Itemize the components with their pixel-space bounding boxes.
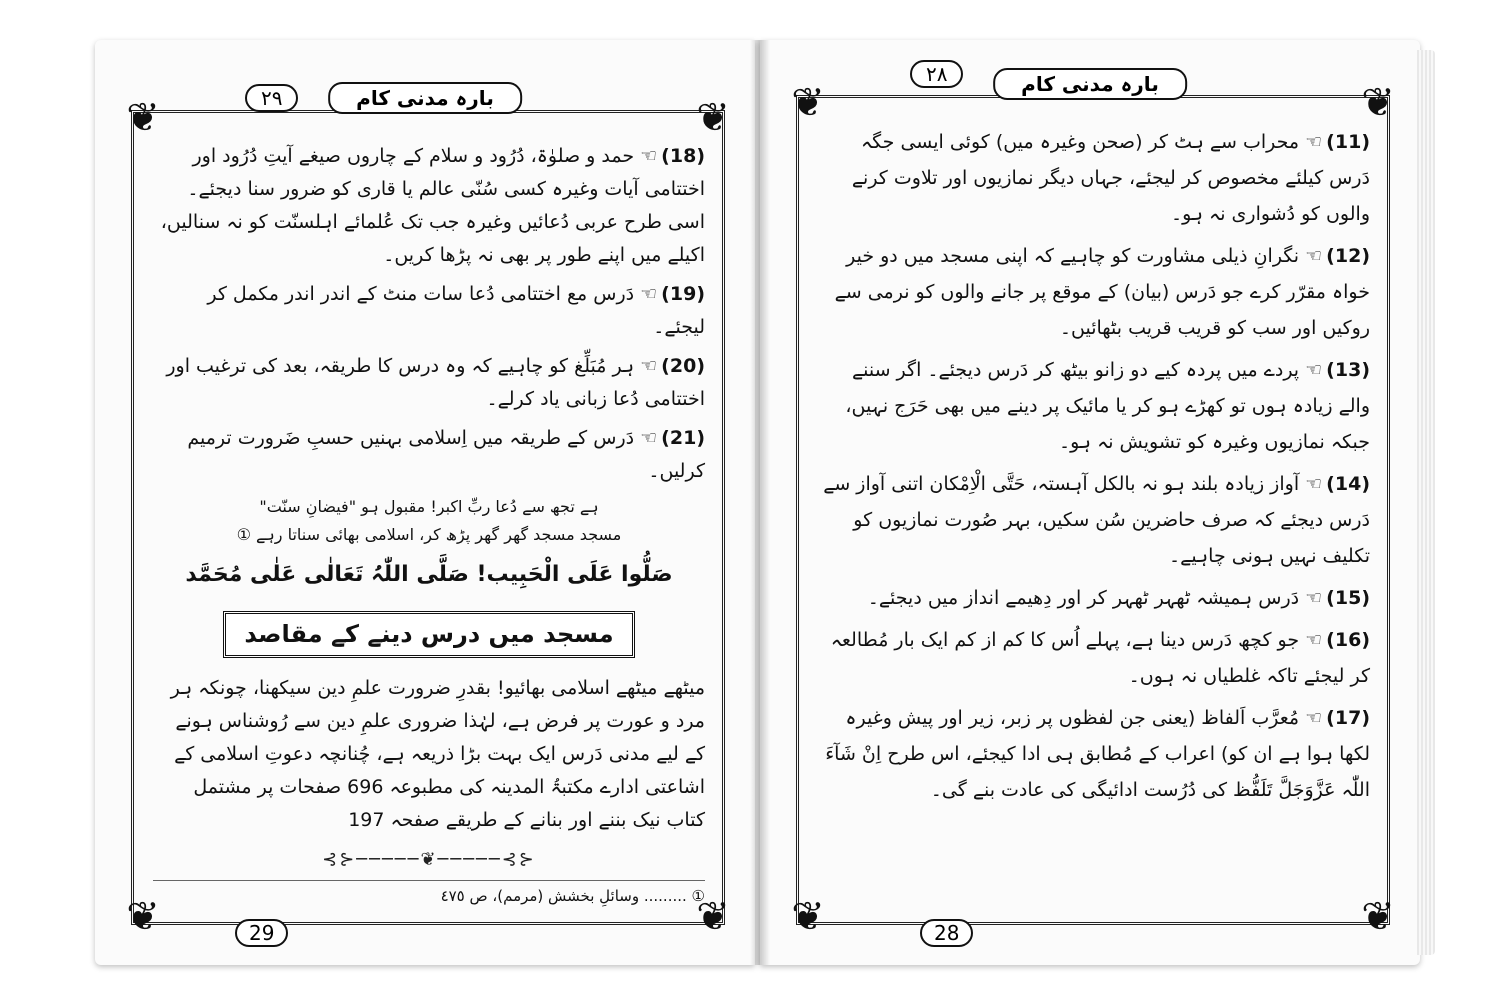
footnote: ① ......... وسائلِ بخشش (مرمم)، ص ٤٧٥ [153,880,705,907]
corner-ornament-icon: ❦ [1361,894,1395,940]
corner-ornament-icon: ❦ [791,80,825,126]
book-gutter [750,40,770,965]
right-page-text [818,124,1370,814]
left-page [95,40,755,965]
numbered-paragraph: (13)☜ پردے میں پردہ کیے دو زانو بیٹھ کر دَرس دیجئے۔ اگر سننے والے زیادہ ہوں تو کھڑے ہو کر یا مائیک پر دینے میں بھی حَرَج نہیں، جبکہ نمازیوں وغیرہ کو تشویش نہ ہو۔ [845,359,1370,453]
page-footer-number: 28 [920,919,973,947]
page-edges [1417,50,1435,955]
numbered-paragraph: (17)☜ مُعرَّب اَلفاظ (یعنی جن لفظوں پر زبر، زیر اور پیش وغیرہ لکھا ہوا ہے ان کو) اعراب کے مُطابق ہی ادا کیجئے، اس طرح اِنْ شَآءَ اللّٰہ عَزَّوَجَلَّ تَلَفُّظ کی دُرُست ادائیگی کی عادت بنے گی۔ [825,707,1370,801]
page-header-title: بارہ مدنی کام [328,82,522,114]
page-header-title: بارہ مدنی کام [993,68,1187,100]
page-footer-number: 29 [235,919,288,947]
corner-ornament-icon: ❦ [126,95,160,141]
numbered-paragraph: (16)☜ جو کچھ دَرس دینا ہے، پہلے اُس کا کم از کم ایک بار مُطالعہ کر لیجئے تاکہ غلطیاں نہ ہوں۔ [830,629,1370,687]
page-header-number: ٢٨ [910,60,963,88]
numbered-paragraph: (21)☜ دَرس کے طریقہ میں اِسلامی بہنیں حسبِ ضَرورت ترمیم کرلیں۔ [187,427,705,482]
poem-couplet: ہے تجھ سے دُعا ربِّ اکبر! مقبول ہو "فیضانِ سنّت" [259,497,599,516]
numbered-paragraph: (18)☜ حمد و صلوٰۃ، دُرُود و سلام کے چاروں صیغے آیتِ دُرُود اور اختتامی آیات وغیرہ کسی سُنّی عالم یا قاری کو ضرور سنا دیجئے۔ اسی طرح عربی دُعائیں وغیرہ جب تک عُلمائے اہلسنّت کو نہ سنالیں، اکیلے میں اپنے طور پر بھی نہ پڑھا کریں۔ [160,145,705,266]
corner-ornament-icon: ❦ [126,894,160,940]
numbered-paragraph: (20)☜ ہر مُبَلِّغ کو چاہیے کہ وہ درس کا طریقہ، بعد کی ترغیب اور اختتامی دُعا زبانی یاد کرلے۔ [166,355,705,410]
divider-ornament: ⊰⊱─────❦─────⊰⊱ [322,849,536,870]
numbered-paragraph: (12)☜ نگرانِ ذیلی مشاورت کو چاہیے کہ اپنی مسجد میں دو خیر خواہ مقرّر کرے جو دَرس (بیان) کے موقع پر جانے والوں کو نرمی سے روکیں اور سب کو قریب قریب بٹھائیں۔ [834,245,1370,339]
section-body: میٹھے میٹھے اسلامی بھائیو! بقدرِ ضرورت علمِ دین سیکھنا، چونکہ ہر مرد و عورت پر فرض ہے، لہٰذا ضروری علمِ دین سے رُوشناس ہونے کے لیے مدنی دَرس ایک بہت بڑا ذریعہ ہے، چُنانچہ دعوتِ اسلامی کے اشاعتی ادارے مکتبۃُ المدینہ کی مطبوعہ 696 صفحات پر مشتمل کتاب نیک بننے اور بنانے کے طریقے صفحہ 197 [170,677,705,831]
corner-ornament-icon: ❦ [1361,80,1395,126]
right-page [760,40,1420,965]
section-heading: مسجد میں درس دینے کے مقاصد [223,611,634,658]
poem-couplet: مسجد مسجد گھر گھر پڑھ کر، اسلامی بھائی سناتا رہے ① [236,525,622,544]
numbered-paragraph: (19)☜ دَرس مع اختتامی دُعا سات منٹ کے اندر اندر مکمل کر لیجئے۔ [207,283,705,338]
numbered-paragraph: (11)☜ محراب سے ہٹ کر (صحن وغیرہ میں) کوئی ایسی جگہ دَرس کیلئے مخصوص کر لیجئے، جہاں دیگر نمازیوں اور تلاوت کرنے والوں کو دُشواری نہ ہو۔ [851,131,1370,225]
corner-ornament-icon: ❦ [696,95,730,141]
darood-line: صَلُّوا عَلَی الْحَبِیب! صَلَّی اللّٰہُ تَعَالٰی عَلٰی مُحَمَّد [185,562,673,587]
left-page-text [153,140,705,907]
numbered-paragraph: (14)☜ آواز زیادہ بلند ہو نہ بالکل آہستہ، حَتَّی الْاِمْکان اتنی آواز سے دَرس دیجئے کہ صرف حاضرین سُن سکیں، بہر صُورت نمازیوں کو تکلیف نہیں ہونی چاہیے۔ [823,473,1370,567]
numbered-paragraph: (15)☜ دَرس ہمیشہ ٹھہر ٹھہر کر اور دِھیمے انداز میں دیجئے۔ [867,587,1370,609]
open-book [95,30,1435,975]
page-header-number: ٢٩ [245,84,298,112]
corner-ornament-icon: ❦ [791,894,825,940]
corner-ornament-icon: ❦ [696,894,730,940]
